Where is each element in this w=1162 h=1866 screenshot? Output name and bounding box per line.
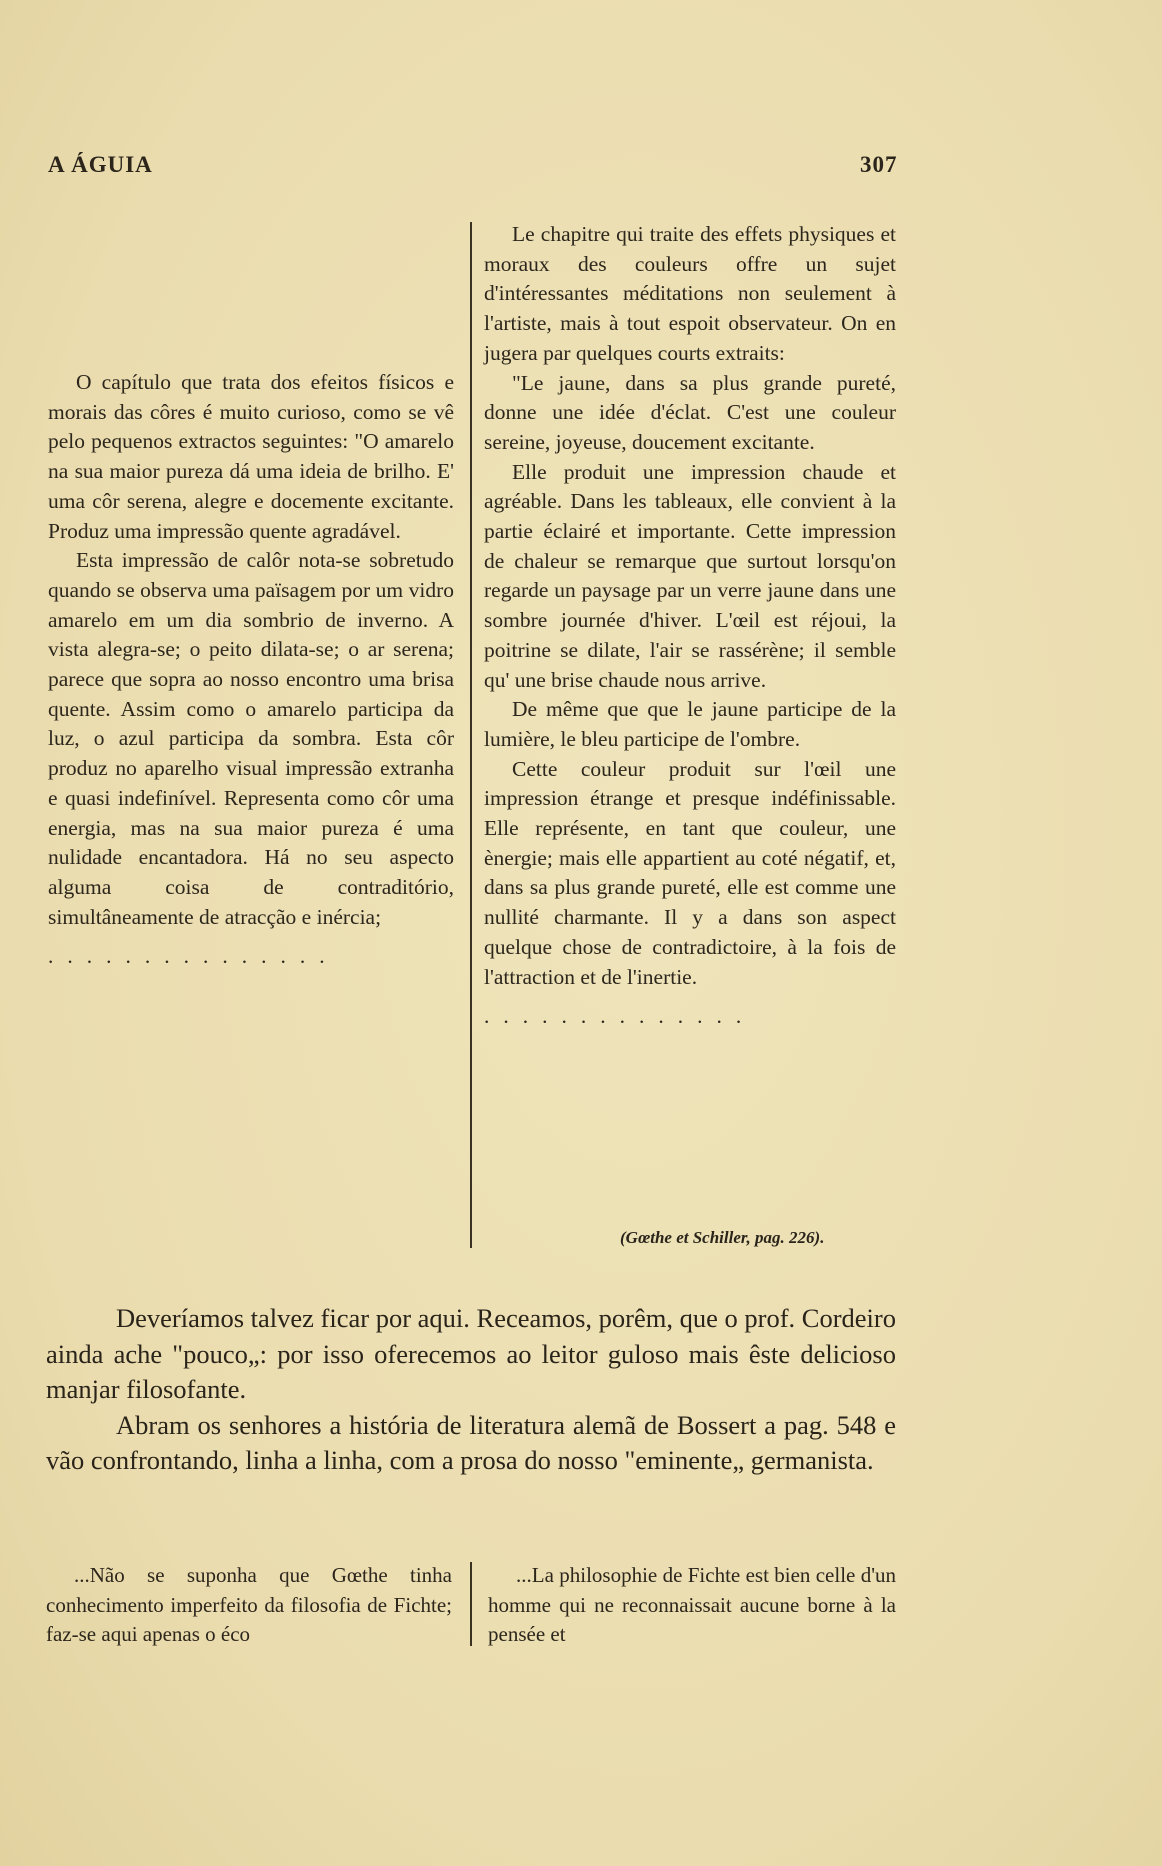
french-original-column: [484, 220, 896, 1032]
running-header-title: A ÁGUIA: [48, 152, 153, 177]
ellipsis-line: ..............: [484, 1004, 756, 1029]
paragraph: O capítulo que trata dos efeitos físicos e morais das côres é muito curioso, como se vê pelo pequenos extractos seguintes: "O amarelo na sua maior pureza dá uma ideia de brilho. E' uma côr serena, alegre e docemente excitante. Produz uma impressão quente agradável.: [48, 370, 454, 543]
paragraph: Elle produit une impression chaude et agréable. Dans les tableaux, elle convient à la partie éclairé et importante. Cette impression de chaleur se remarque que surtout lorsqu'on regarde un paysage par un verre jaune dans une sombre journée d'hiver. L'œil est réjoui, la poitrine se dilate, l'air se rassérène; il semble qu' une brise chaude nous arrive.: [484, 459, 896, 692]
ellipsis-line: ...............: [48, 944, 339, 969]
main-body-text: [46, 1301, 896, 1479]
paragraph: De même que que le jaune participe de la lumière, le bleu participe de l'ombre.: [484, 697, 896, 751]
paragraph: Abram os senhores a história de literatura alemã de Bossert a pag. 548 e vão confrontando, linha a linha, com a prosa do nosso "eminente„ germanista.: [46, 1409, 896, 1475]
source-citation: (Gœthe et Schiller, pag. 226).: [620, 1228, 825, 1247]
paragraph: "Le jaune, dans sa plus grande pureté, donne une idée d'éclat. C'est une couleur sereine, joyeuse, doucement excitante.: [484, 370, 896, 454]
paragraph: Cette couleur produit sur l'œil une impression étrange et presque indéfinissable. Elle représente, en tant que couleur, une ènergie; mais elle appartient au coté négatif, et, dans sa plus grande pureté, elle est comme une nullité charmante. Il y a dans son aspect quelque chose de contradictoire, à la fois de l'attraction et de l'inertie.: [484, 756, 896, 989]
column-divider: [470, 222, 472, 1248]
paragraph: Le chapitre qui traite des effets physiques et moraux des couleurs offre un sujet d'intéressantes méditations non seulement à l'artiste, mais à tout espoit observateur. On en jugera par quelques courts extraits:: [484, 222, 896, 365]
portuguese-translation-column: [48, 368, 454, 972]
french-excerpt-column: [488, 1561, 896, 1650]
paragraph: Esta impressão de calôr nota-se sobretudo quando se observa uma païsagem por um vidro amarelo em um dia sombrio de inverno. A vista alegra-se; o peito dilata-se; o ar serena; parece que sopra ao nosso encontro uma brisa quente. Assim como o amarelo participa da luz, o azul participa da sombra. Esta côr produz no aparelho visual impressão extranha e quasi indefinível. Representa como côr uma energia, mas na sua maior pureza é uma nulidade encantadora. Há no seu aspecto alguma coisa de contraditório, simultâneamente de atracção e inércia;: [48, 548, 454, 929]
paragraph: ...La philosophie de Fichte est bien celle d'un homme qui ne reconnaissait aucune borne à la pensée et: [488, 1563, 896, 1646]
column-divider: [470, 1562, 472, 1646]
portuguese-excerpt-column: [46, 1561, 452, 1650]
paragraph: ...Não se suponha que Gœthe tinha conhecimento imperfeito da filosofia de Fichte; faz-se aqui apenas o éco: [46, 1563, 452, 1646]
paragraph: Deveríamos talvez ficar por aqui. Receamos, porêm, que o prof. Cordeiro ainda ache "pouco„: por isso oferecemos ao leitor guloso mais êste delicioso manjar filosofante.: [46, 1303, 896, 1404]
page-number: 307: [860, 152, 898, 177]
